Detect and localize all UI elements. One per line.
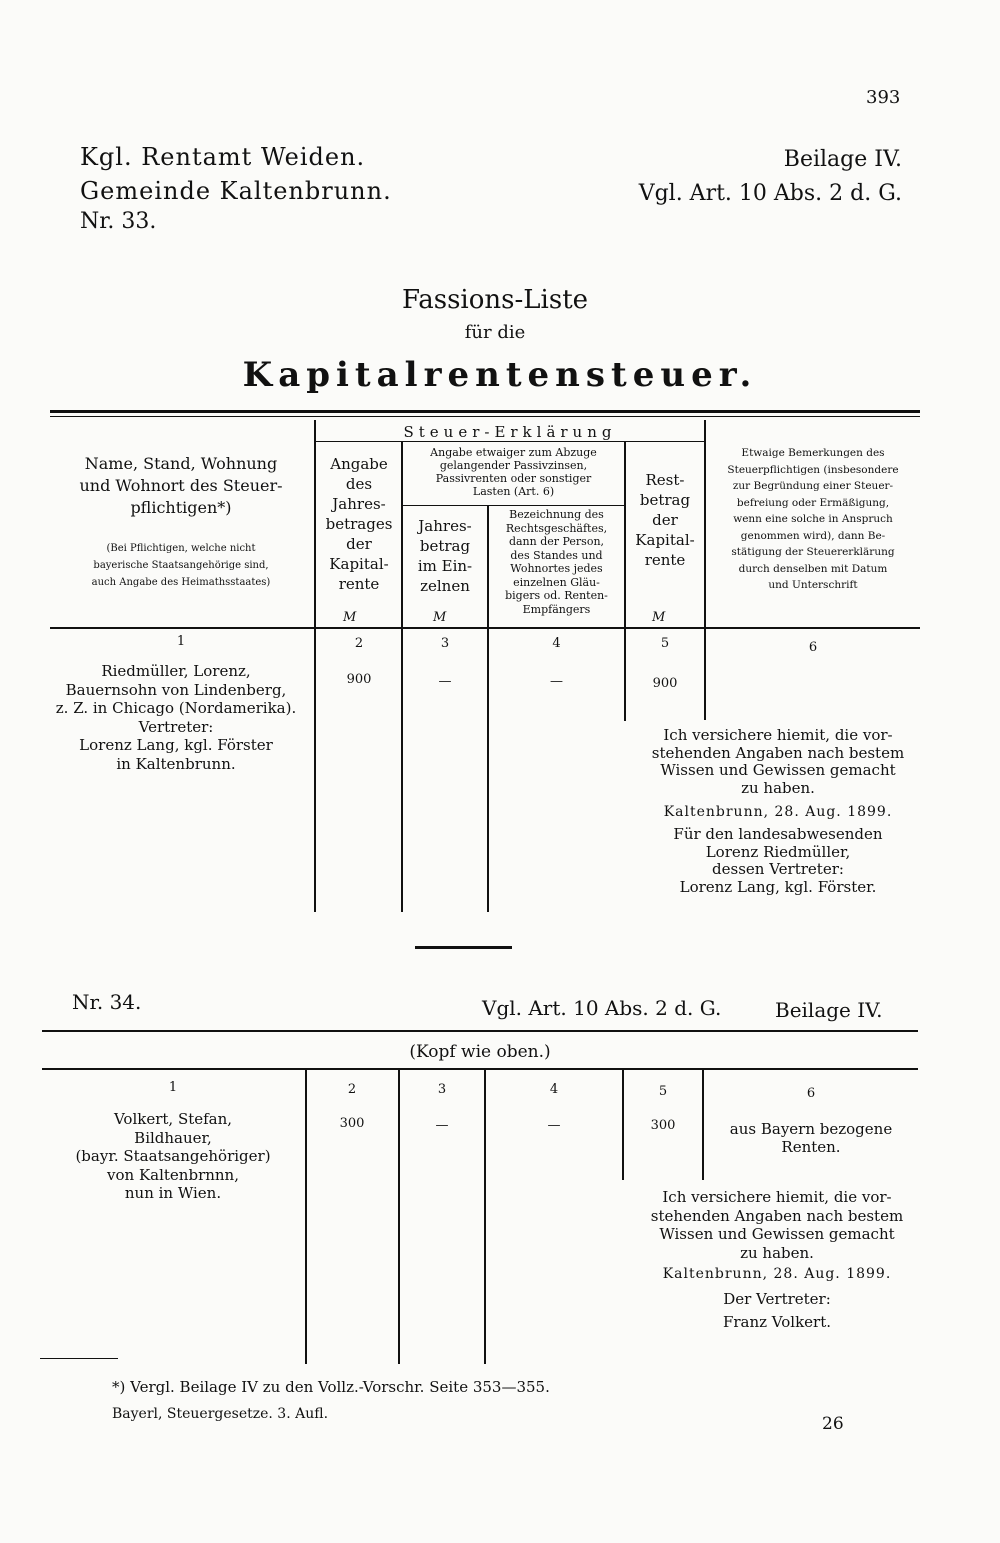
entry33-col3: — [438, 674, 452, 689]
entry34-name: Volkert, Stefan, Bildhauer, (bayr. Staatsangehöriger) von Kaltenbrnnn, nun in Wien. [75, 1110, 271, 1202]
col1-header: Name, Stand, Wohnung und Wohnort des Steuer- pflichtigen*) [79, 454, 283, 517]
entry34-place-date: Kaltenbrunn, 28. Aug. 1899. [662, 1266, 892, 1282]
page-number: 393 [866, 87, 901, 108]
t2-col-divider-2 [398, 1070, 400, 1364]
entry34-head: (Kopf wie oben.) [409, 1042, 551, 1062]
unit-col3: M [433, 610, 447, 625]
entry34-supplement: Beilage IV. [775, 998, 883, 1022]
entry33-col4: — [550, 674, 563, 689]
col6-header: Etwaige Bemerkungen des Steuerpflichtigen (insbesondere zur Begründung einer Steuer- befreiung oder Ermäßigung, wenn eine solche in Anspruch genommen wird), dann Be- stätigung der Steuererklärung durch denselben mit Datum und Unterschrift [727, 447, 899, 591]
col2-header: Angabe des Jahres- betrages der Kapital- rente [325, 455, 393, 593]
title-line1: Fassions-Liste [401, 285, 589, 315]
table2-head-rule [42, 1068, 918, 1070]
col-number-1: 1 [176, 634, 186, 649]
group-rule [316, 441, 704, 442]
col-number-4: 4 [552, 636, 561, 651]
entry33-place-date: Kaltenbrunn, 28. Aug. 1899. [663, 804, 893, 820]
office-name: Kgl. Rentamt Weiden. [80, 143, 366, 171]
t2-col-number-4: 4 [549, 1082, 559, 1097]
entry34-signature: Der Vertreter: Franz Volkert. [722, 1290, 832, 1331]
footnote-rule [40, 1358, 118, 1359]
t2-col-number-2: 2 [347, 1082, 357, 1097]
entry34-declaration: Ich versichere hiemit, die vor- stehenden Angaben nach bestem Wissen und Gewissen gemacht zu haben. [650, 1188, 904, 1262]
col4-header: Bezeichnung des Rechtsgeschäftes, dann der Person, des Standes und Wohnortes jedes einzelnen Gläu- bigers od. Renten- Empfängers [505, 508, 608, 616]
footer-sheet-number: 26 [822, 1414, 844, 1434]
t2-col-number-3: 3 [437, 1082, 447, 1097]
entry33-rest: 900 [652, 676, 678, 691]
col5-header: Rest- betrag der Kapital- rente [635, 471, 695, 569]
section-separator [415, 946, 512, 949]
supplement-label: Beilage IV. [783, 147, 902, 172]
t2-col-divider-3 [484, 1070, 486, 1364]
legal-reference: Vgl. Art. 10 Abs. 2 d. G. [638, 181, 902, 206]
col34-group-header: Angabe etwaiger zum Abzuge gelangender Passivzinsen, Passivrenten oder sonstiger Lasten (Art. 6) [430, 446, 597, 498]
col1-note: (Bei Pflichtigen, welche nicht bayerische Staatsangehörige sind, auch Angabe des Heimathsstaates) [91, 543, 271, 588]
footer-book: Bayerl, Steuergesetze. 3. Aufl. [112, 1406, 329, 1422]
t2-col-divider-1 [305, 1070, 307, 1364]
entry34-col4: — [547, 1118, 561, 1133]
entry33-signature: Für den landesabwesenden Lorenz Riedmüller, dessen Vertreter: Lorenz Lang, kgl. Förster. [673, 825, 883, 896]
subgroup-rule [403, 505, 624, 506]
t2-col-number-5: 5 [658, 1084, 668, 1099]
table2-top-rule [42, 1030, 918, 1032]
entry34-amount: 300 [339, 1116, 365, 1131]
community-name: Gemeinde Kaltenbrunn. [80, 177, 392, 205]
entry34-rest: 300 [650, 1118, 676, 1133]
table-top-rule [50, 410, 920, 413]
unit-col2: M [343, 610, 357, 625]
col-number-2: 2 [354, 636, 364, 651]
entry34-reference: Vgl. Art. 10 Abs. 2 d. G. [482, 996, 722, 1020]
header-bottom-rule [50, 627, 920, 629]
list-number: Nr. 33. [80, 209, 157, 234]
col-number-5: 5 [660, 636, 670, 651]
col3-header: Jahres- betrag im Ein- zelnen [417, 517, 473, 595]
steuer-erklaerung-heading: Steuer-Erklärung [403, 423, 617, 441]
footnote: *) Vergl. Beilage IV zu den Vollz.-Vorschr. Seite 353—355. [112, 1378, 550, 1396]
entry34-col3: — [435, 1118, 449, 1133]
table-top-rule-thin [50, 416, 920, 417]
title-line3: Kapitalrentensteuer. [242, 355, 758, 395]
t2-col-number-1: 1 [168, 1080, 178, 1095]
title-line2: für die [464, 322, 526, 343]
unit-col5: M [652, 610, 666, 625]
entry33-amount: 900 [346, 672, 372, 687]
entry34-number: Nr. 34. [72, 990, 142, 1014]
t2-col-number-6: 6 [806, 1086, 816, 1101]
col-number-6: 6 [808, 640, 818, 655]
col-number-3: 3 [440, 636, 450, 651]
entry33-declaration: Ich versichere hiemit, die vor- stehenden Angaben nach bestem Wissen und Gewissen gemacht zu haben. [651, 726, 905, 797]
entry34-remark: aus Bayern bezogene Renten. [729, 1120, 893, 1156]
entry33-name: Riedmüller, Lorenz, Bauernsohn von Lindenberg, z. Z. in Chicago (Nordamerika). Vertreter: Lorenz Lang, kgl. Förster in Kaltenbrunn. [55, 662, 297, 773]
